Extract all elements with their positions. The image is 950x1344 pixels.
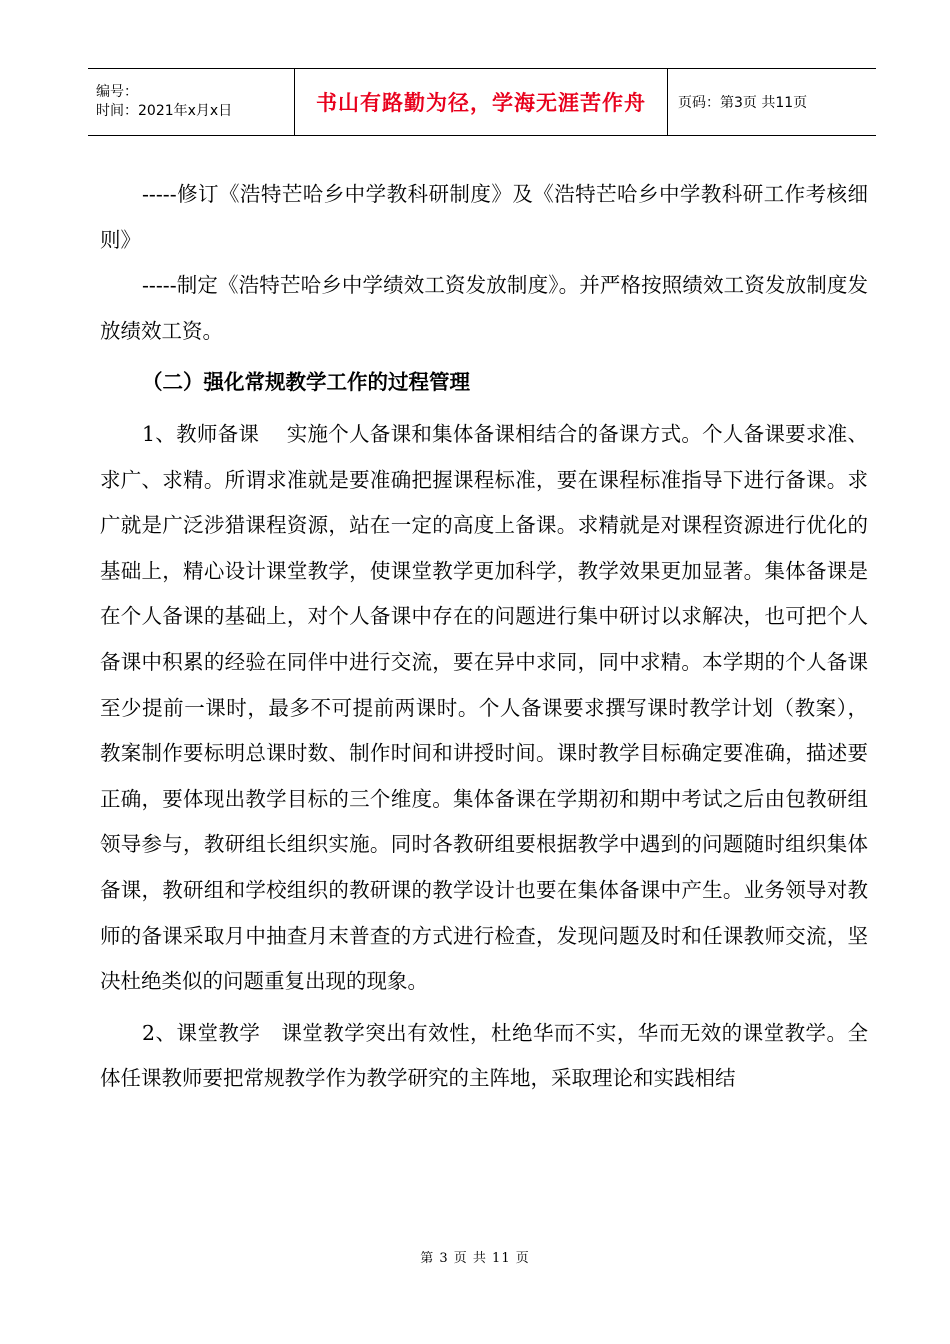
paragraph-lesson-prep: 1、教师备课 实施个人备课和集体备课相结合的备课方式。个人备课要求准、求广、求精。所谓求准就是要准确把握课程标准，要在课程标准指导下进行备课。求广就是广泛涉猎课程资源，站在一定的高度上备课。求精就是对课程资源进行优化的基础上，精心设计课堂教学，使课堂教学更加科学，教学效果更加显著。集体备课是在个人备课的基础上，对个人备课中存在的问题进行集中研讨以求解决，也可把个人备课中积累的经验在同伴中进行交流，要在异中求同，同中求精。本学期的个人备课至少提前一课时，最多不可提前两课时。个人备课要求撰写课时教学计划（教案），教案制作要标明总课时数、制作时间和讲授时间。课时教学目标确定要准确，描述要正确，要体现出教学目标的三个维度。集体备课在学期初和期中考试之后由包教研组领导参与，教研组长组织实施。同时各教研组要根据教学中遇到的问题随时组织集体备课，教研组和学校组织的教研课的教学设计也要在集体备课中产生。业务领导对教师的备课采取月中抽查月末普查的方式进行检查，发现问题及时和任课教师交流，坚决杜绝类似的问题重复出现的现象。 [100, 421, 868, 994]
header-motto: 书山有路勤为径，学海无涯苦作舟 [295, 69, 668, 136]
header-meta [88, 69, 295, 136]
document-number: 编号： [96, 84, 138, 100]
paragraph-classroom-teaching: 2、课堂教学 课堂教学突出有效性，杜绝华而不实，华而无效的课堂教学。全体任课教师要把常规教学作为教学研究的主阵地，采取理论和实践相结 [100, 1020, 868, 1091]
section-heading: （二）强化常规教学工作的过程管理 [142, 370, 470, 395]
document-header [88, 68, 876, 136]
document-date: 时间：2021年x月x日 [96, 103, 233, 119]
paragraph-performance-pay: -----制定《浩特芒哈乡中学绩效工资发放制度》。并严格按照绩效工资发放制度发放绩效工资。 [100, 273, 868, 343]
document-body [100, 172, 868, 1102]
paragraph-revise-rules: -----修订《浩特芒哈乡中学教科研制度》及《浩特芒哈乡中学教科研工作考核细则》 [100, 182, 868, 252]
header-page-number: 页码：第3页 共11页 [668, 69, 877, 136]
page-footer: 第 3 页 共 11 页 [420, 1251, 530, 1266]
